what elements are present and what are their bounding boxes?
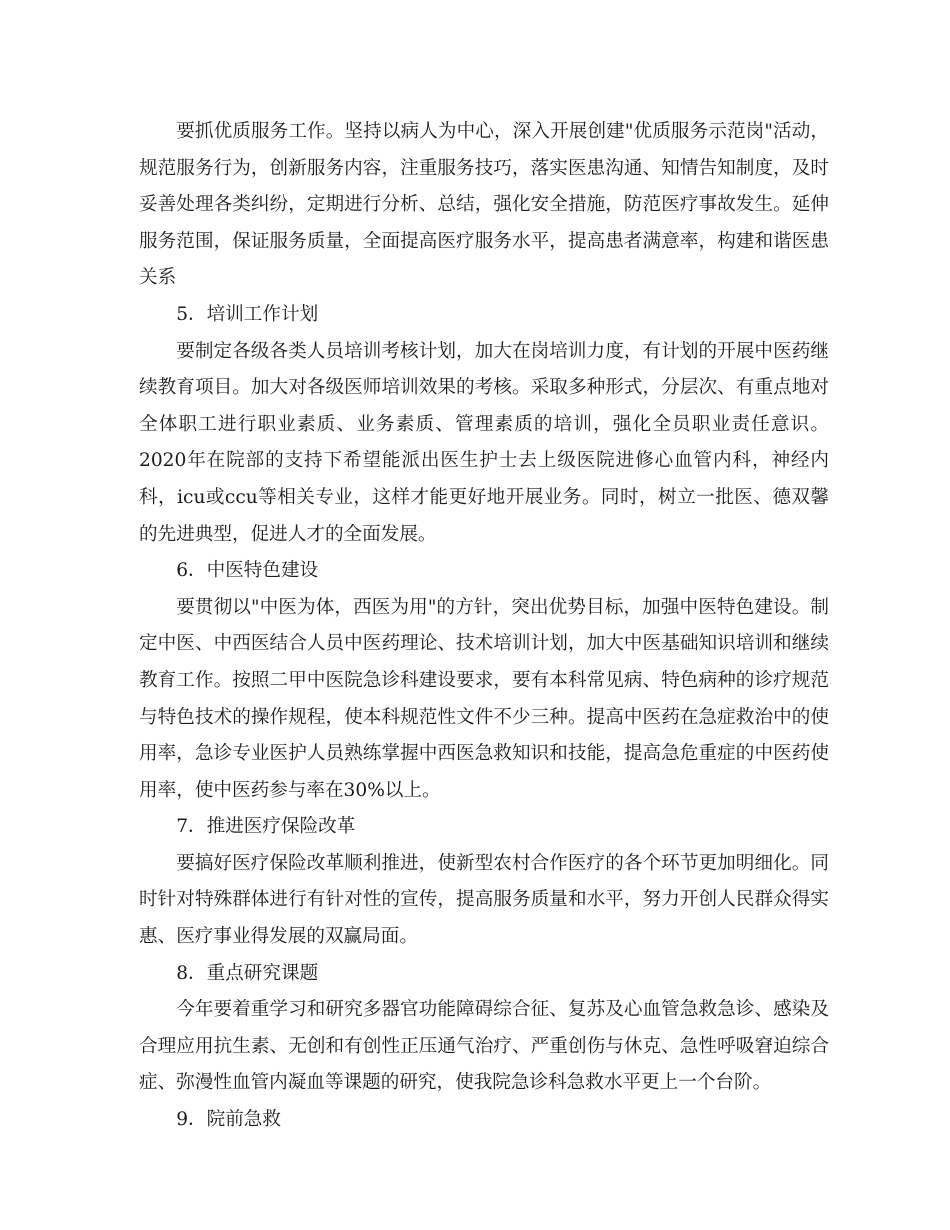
- document-body: [139, 114, 829, 1139]
- heading-insurance-reform: 7．推进医疗保险改革: [176, 816, 356, 838]
- heading-tcm-features: 6．中医特色建设: [176, 560, 319, 582]
- paragraph-quality-service: 要抓优质服务工作。坚持以病人为中心，深入开展创建"优质服务示范岗"活动，规范服务行为，创新服务内容，注重服务技巧，落实医患沟通、知情告知制度，及时妥善处理各类纠纷，定期进行分析、总结，强化安全措施，防范医疗事故发生。延伸服务范围，保证服务质量，全面提高医疗服务水平，提高患者满意率，构建和谐医患关系: [139, 121, 829, 289]
- heading-prehospital-emergency: 9．院前急救: [176, 1109, 281, 1131]
- heading-research-topics: 8．重点研究课题: [176, 962, 319, 984]
- paragraph-research-topics: 今年要着重学习和研究多器官功能障碍综合征、复苏及心血管急救急诊、感染及合理应用抗生素、无创和有创性正压通气治疗、严重创伤与休克、急性呼吸窘迫综合症、弥漫性血管内凝血等课题的研究，使我院急诊科急救水平更上一个台阶。: [139, 999, 829, 1094]
- paragraph-insurance-reform: 要搞好医疗保险改革顺利推进，使新型农村合作医疗的各个环节更加明细化。同时针对特殊群体进行有针对性的宣传，提高服务质量和水平，努力开创人民群众得实惠、医疗事业得发展的双赢局面。: [139, 852, 829, 948]
- paragraph-training-plan: 要制定各级各类人员培训考核计划，加大在岗培训力度，有计划的开展中医药继续教育项目。加大对各级医师培训效果的考核。采取多种形式，分层次、有重点地对全体职工进行职业素质、业务素质、管理素质的培训，强化全员职业责任意识。2020年在院部的支持下希望能派出医生护士去上级医院进修心血管内科，神经内科，icu或ccu等相关专业，这样才能更好地开展业务。同时，树立一批医、德双馨的先进典型，促进人才的全面发展。: [139, 340, 829, 545]
- paragraph-tcm-features: 要贯彻以"中医为体，西医为用"的方针，突出优势目标，加强中医特色建设。制定中医、中西医结合人员中医药理论、技术培训计划，加大中医基础知识培训和继续教育工作。按照二甲中医院急诊科建设要求，要有本科常见病、特色病种的诊疗规范与特色技术的操作规程，使本科规范性文件不少三种。提高中医药在急症救治中的使用率，急诊专业医护人员熟练掌握中西医急救知识和技能，提高急危重症的中医药使用率，使中医药参与率在30%以上。: [139, 596, 829, 801]
- heading-training-plan: 5．培训工作计划: [176, 303, 319, 325]
